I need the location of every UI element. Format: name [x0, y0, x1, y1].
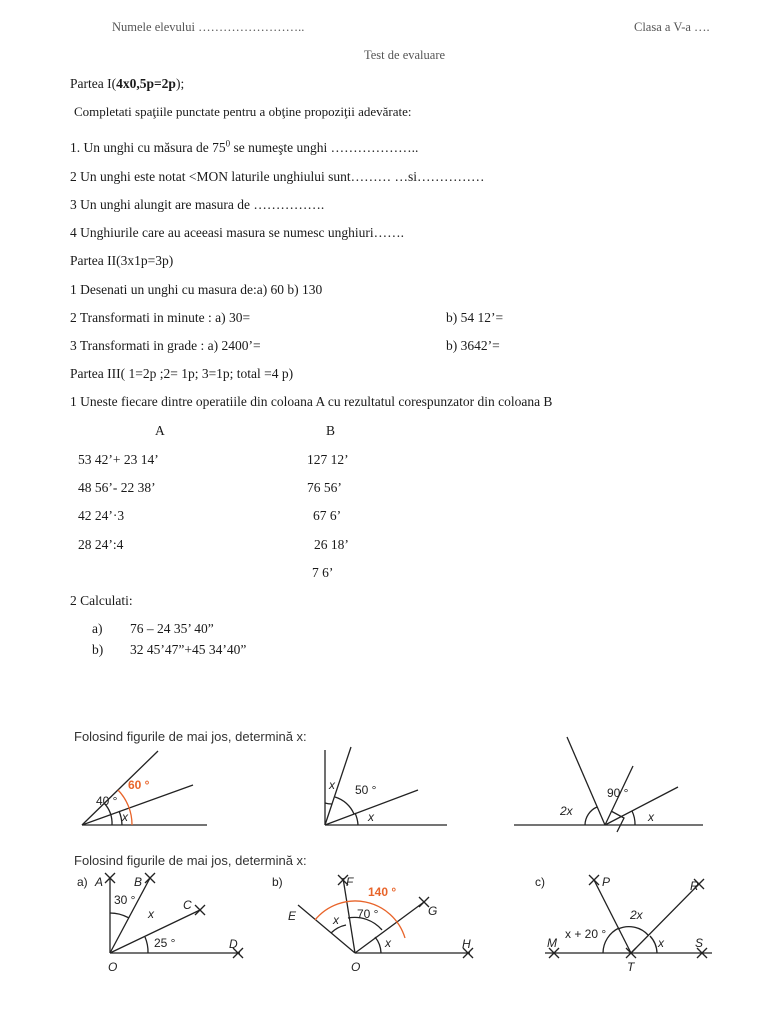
fig1-angle-mid: 40 ° — [96, 794, 118, 808]
calc-label-a: a) — [92, 621, 103, 636]
calc-label-b: b) — [92, 642, 104, 657]
fig-a-point-O: O — [108, 960, 118, 974]
class-label: Clasa a V-a …. — [634, 20, 710, 34]
column-b-item: 127 12’ — [307, 452, 349, 467]
fig-c-point-M: M — [547, 936, 557, 950]
fig-c-point-T: T — [627, 960, 635, 974]
fig-b-angle-big: 140 ° — [368, 885, 397, 899]
fig-b-var2: x — [385, 936, 391, 950]
column-a-item: 53 42’+ 23 14’ — [78, 452, 159, 467]
column-b-item: 7 6’ — [312, 565, 334, 580]
fig2-var-top: x — [329, 778, 335, 792]
column-b-item: 67 6’ — [313, 508, 342, 523]
part2-item2a: 2 Transformati in minute : a) 30= — [70, 310, 251, 325]
fig-c-label: c) — [535, 875, 545, 889]
part2-item1: 1 Desenati un unghi cu masura de:a) 60 b) 130 — [70, 282, 323, 297]
fig-c-left: x + 20 ° — [565, 927, 607, 941]
fig2-var-bottom: x — [368, 810, 374, 824]
fig-c-point-S: S — [695, 936, 704, 950]
fig-a-point-B: B — [134, 875, 143, 889]
column-b-item: 76 56’ — [307, 480, 342, 495]
fig-b-point-G: G — [428, 904, 438, 918]
fig-a-angle2: 25 ° — [154, 936, 176, 950]
fig-b-point-H: H — [462, 937, 471, 951]
fig-c-mid: 2x — [630, 908, 643, 922]
fig1-var: x — [122, 810, 128, 824]
part1-item3: 3 Un unghi alungit are masura de ……………. — [70, 197, 325, 212]
calc-expr-a: 76 – 24 35’ 40” — [130, 621, 214, 636]
part1-item2: 2 Un unghi este notat <MON laturile unghiului sunt……… …si…………… — [70, 169, 485, 184]
part3-item2: 2 Calculati: — [70, 593, 133, 608]
fig-b-point-F: F — [346, 875, 354, 889]
fig-b-point-E: E — [288, 909, 297, 923]
fig-a-angle1: 30 ° — [114, 893, 136, 907]
figure-row1-3 — [514, 737, 703, 832]
column-b-header: B — [326, 423, 336, 438]
part1-item4: 4 Unghiurile care au aceeasi masura se numesc unghiuri……. — [70, 225, 405, 240]
column-a-item: 42 24’·3 — [78, 508, 125, 523]
fig-c-point-R: R — [690, 879, 699, 893]
calc-expr-b: 32 45’47”+45 34’40” — [130, 642, 247, 657]
part2-heading: Partea II(3x1p=3p) — [70, 253, 174, 268]
page-title: Test de evaluare — [364, 48, 446, 62]
fig2-angle: 50 ° — [355, 783, 377, 797]
column-a-item: 48 56’- 22 38’ — [78, 480, 156, 495]
figures-prompt-2: Folosind figurile de mai jos, determină x: — [74, 853, 307, 868]
fig-a-point-D: D — [229, 937, 238, 951]
fig3-left: 2x — [560, 804, 573, 818]
part2-item2b: b) 54 12’= — [446, 310, 504, 325]
column-b-item: 26 18’ — [314, 537, 349, 552]
fig-c-var: x — [658, 936, 664, 950]
fig-c-point-P: P — [602, 875, 611, 889]
column-a-item: 28 24’:4 — [78, 537, 124, 552]
fig-a-var: x — [148, 907, 154, 921]
part1-item1: 1. Un unghi cu măsura de $75^0$ se numeşte unghi ……………….. — [70, 138, 419, 155]
fig-b-var1: x — [333, 913, 339, 927]
column-a-header: A — [155, 423, 165, 438]
fig-b-point-O: O — [351, 960, 361, 974]
part1-instruction: Completati spaţiile punctate pentru a obţine propoziţii adevărate: — [74, 104, 412, 119]
fig-a-point-A: A — [95, 875, 104, 889]
fig-b-angle-mid: 70 ° — [357, 907, 379, 921]
part2-item3a: 3 Transformati in grade : a) 2400’= — [70, 338, 261, 353]
figures-prompt-1: Folosind figurile de mai jos, determină x: — [74, 729, 307, 744]
student-name-label: Numele elevului …………………….. — [112, 20, 305, 34]
part1-heading: Partea I(4x0,5p=2p); — [70, 76, 185, 91]
figure-row2-c — [545, 875, 712, 958]
part3-heading: Partea III( 1=2p ;2= 1p; 3=1p; total =4 p) — [70, 366, 294, 381]
fig-b-label: b) — [272, 875, 283, 889]
figure-row1-2 — [325, 747, 447, 825]
fig-a-point-C: C — [183, 898, 192, 912]
fig-a-label: a) — [77, 875, 88, 889]
fig3-var: x — [648, 810, 654, 824]
fig1-angle-top: 60 ° — [128, 778, 150, 792]
part3-item1: 1 Uneste fiecare dintre operatiile din coloana A cu rezultatul corespunzator din coloana B — [70, 394, 553, 409]
fig3-right-angle: 90 ° — [607, 786, 629, 800]
part2-item3b: b) 3642’= — [446, 338, 500, 353]
